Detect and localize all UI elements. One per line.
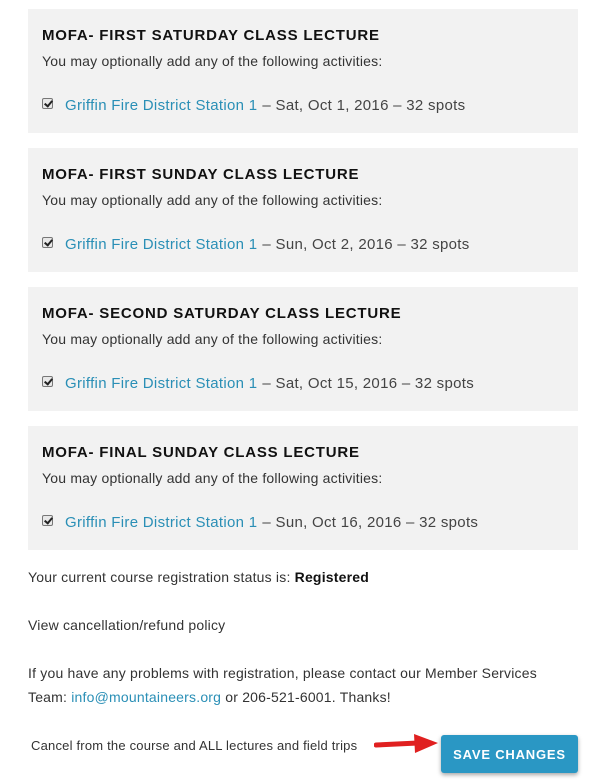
activity-title: MOFA- FINAL SUNDAY CLASS LECTURE — [42, 444, 360, 461]
location-link[interactable]: Griffin Fire District Station 1 — [65, 236, 258, 253]
activity-panel — [28, 9, 578, 133]
activity-details: – Sat, Oct 1, 2016 – 32 spots — [262, 97, 466, 114]
activity-details: – Sat, Oct 15, 2016 – 32 spots — [262, 375, 475, 392]
activity-option — [42, 375, 474, 392]
location-link[interactable]: Griffin Fire District Station 1 — [65, 375, 258, 392]
contact-line-1: If you have any problems with registration, please contact our Member Services — [28, 665, 537, 681]
activity-panel — [28, 426, 578, 550]
save-changes-button[interactable]: SAVE CHANGES — [441, 735, 578, 773]
activity-panel — [28, 287, 578, 411]
contact-rest: or 206-521-6001. Thanks! — [225, 689, 391, 705]
activity-checkbox[interactable] — [42, 376, 53, 387]
contact-line-2 — [28, 689, 391, 705]
registration-status — [28, 569, 369, 585]
cancel-course-link[interactable]: Cancel from the course and ALL lectures and field trips — [31, 738, 358, 753]
red-arrow-icon — [374, 732, 440, 756]
location-link[interactable]: Griffin Fire District Station 1 — [65, 514, 258, 531]
activity-details: – Sun, Oct 16, 2016 – 32 spots — [262, 514, 479, 531]
activity-checkbox[interactable] — [42, 515, 53, 526]
email-link[interactable]: info@mountaineers.org — [71, 689, 222, 705]
activity-option — [42, 514, 478, 531]
activity-prompt: You may optionally add any of the following activities: — [42, 53, 383, 69]
activity-prompt: You may optionally add any of the following activities: — [42, 331, 383, 347]
location-link[interactable]: Griffin Fire District Station 1 — [65, 97, 258, 114]
activity-title: MOFA- SECOND SATURDAY CLASS LECTURE — [42, 305, 402, 322]
activity-checkbox[interactable] — [42, 237, 53, 248]
activity-title: MOFA- FIRST SATURDAY CLASS LECTURE — [42, 27, 380, 44]
activity-option — [42, 236, 470, 253]
status-label: Your current course registration status is: — [28, 569, 291, 585]
activity-prompt: You may optionally add any of the following activities: — [42, 192, 383, 208]
activity-prompt: You may optionally add any of the following activities: — [42, 470, 383, 486]
activity-option — [42, 97, 465, 114]
activity-checkbox[interactable] — [42, 98, 53, 109]
status-value: Registered — [294, 569, 369, 585]
cancellation-policy-link[interactable]: View cancellation/refund policy — [28, 617, 226, 633]
activity-details: – Sun, Oct 2, 2016 – 32 spots — [262, 236, 470, 253]
activity-title: MOFA- FIRST SUNDAY CLASS LECTURE — [42, 166, 360, 183]
contact-team-label: Team: — [28, 689, 68, 705]
activity-panel — [28, 148, 578, 272]
